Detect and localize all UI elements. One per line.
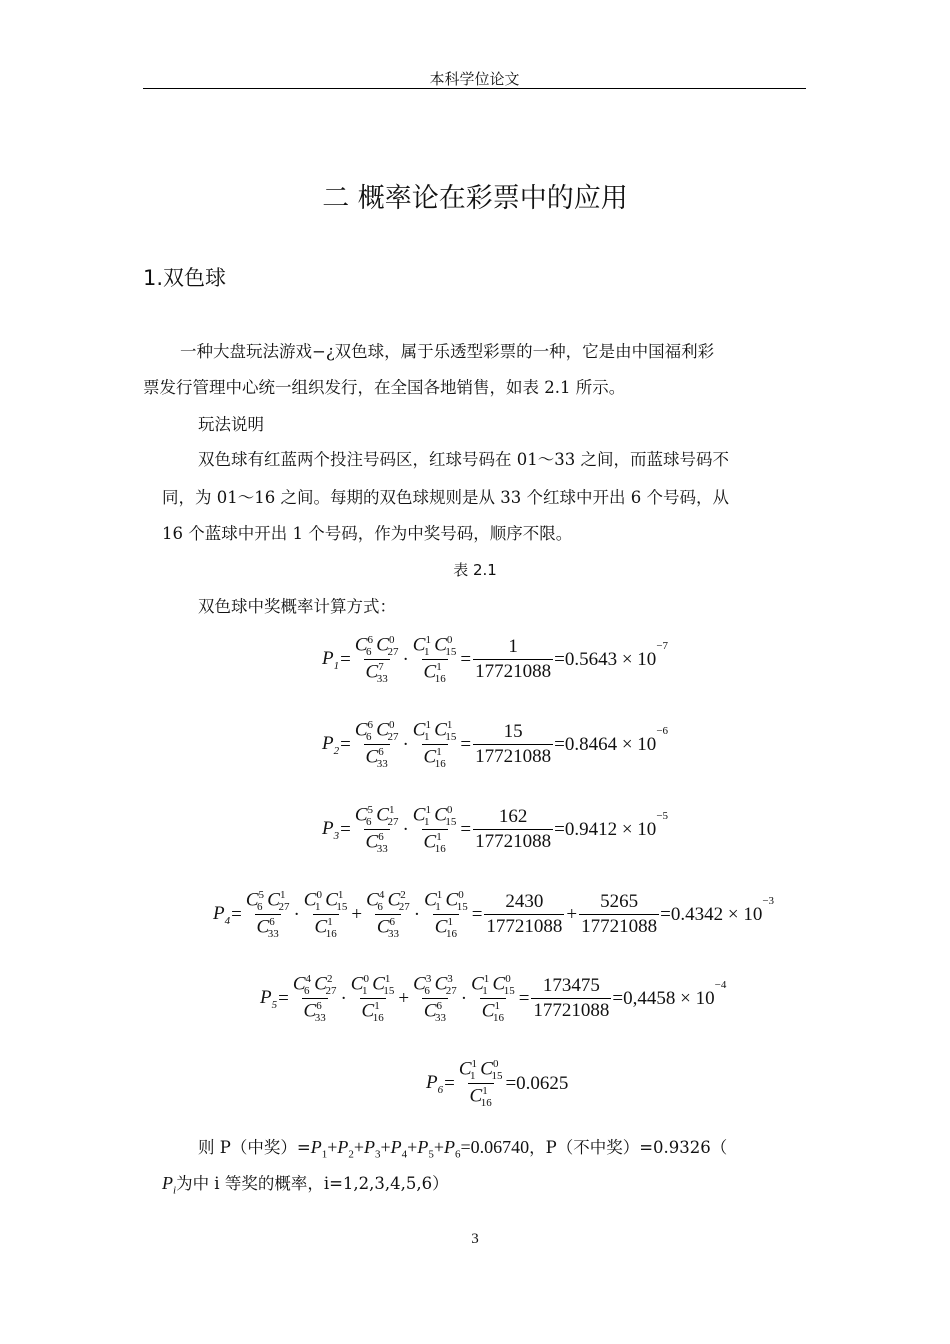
equation-p3: $P_3$ = $\frac{C^5_6 C^1_{27}}{C^6_{33}}$ · $\frac{C^1_1 C^0_{15}}{C^1_{16}}$ = $\frac{162}{17721088}$ =0.9412 × 10 $^{-5}$ — [322, 804, 669, 856]
p3-result: =0.9412 × 10 — [554, 818, 657, 840]
p5-denominator: 17721088 — [533, 1000, 610, 1022]
p6-result: =0.0625 — [505, 1072, 569, 1094]
equation-p6: $P_6$ = $\frac{C^1_1 C^0_{15}}{C^1_{16}}$ =0.0625 — [426, 1058, 569, 1110]
p6-label: $P_6$ — [426, 1071, 444, 1096]
rules-line-3: 16 个蓝球中开出 1 个号码，作为中奖号码，顺序不限。 — [162, 524, 573, 543]
intro-line-1: 一种大盘玩法游戏−¿双色球，属于乐透型彩票的一种，它是由中国福利彩 — [180, 342, 715, 361]
calc-heading: 双色球中奖概率计算方式： — [198, 597, 396, 616]
summary-suffix: ，P（不中奖）=0.9326（ — [529, 1138, 728, 1157]
summary-sum: $P_1+P_2+P_3+P_4+P_5+P_6=0.06740$ — [310, 1137, 530, 1161]
summary-prefix: 则 P（中奖）= — [198, 1138, 311, 1157]
p2-exponent: −6 — [656, 725, 669, 737]
p3-label: $P_3$ — [322, 817, 340, 842]
equation-p1: $P_1$ = $\frac{C^6_6 C^0_{27}}{C^7_{33}}$ · $\frac{C^1_1 C^0_{15}}{C^1_{16}}$ = $\frac{1}{17721088}$ =0.5643 × 10 $^{-7}$ — [322, 634, 669, 686]
summary-line-1 — [198, 1134, 727, 1161]
p4-denominator-2: 17721088 — [581, 916, 658, 938]
p3-numerator: 162 — [498, 806, 528, 828]
section-title: 1.双色球 — [143, 266, 227, 290]
p1-result: =0.5643 × 10 — [554, 648, 657, 670]
p2-numerator: 15 — [503, 721, 523, 743]
chapter-title: 二 概率论在彩票中的应用 — [322, 183, 628, 214]
summary-line-2-text: 为中 i 等奖的概率，i=1,2,3,4,5,6） — [176, 1174, 449, 1193]
running-header: 本科学位论文 — [429, 70, 520, 88]
p3-denominator: 17721088 — [475, 831, 552, 853]
rules-heading: 玩法说明 — [198, 415, 264, 434]
equation-p5: $P_5$ = $\frac{C^4_6 C^2_{27}}{C^6_{33}}$ · $\frac{C^0_1 C^1_{15}}{C^1_{16}}$ + $\frac{C^3_6 C^3_{27}}{C^6_{33}}$ · $\frac{C^1_1 C^0_{15}}{C^1_{16}}$ = $\frac{173475}{17721088}$ =0,4458 × 10 $^{-4}$ — [260, 973, 727, 1025]
p1-numerator: 1 — [508, 636, 518, 658]
p2-denominator: 17721088 — [475, 746, 552, 768]
summary-line-2 — [162, 1170, 449, 1197]
p5-result: =0,4458 × 10 — [612, 987, 715, 1009]
p5-exponent: −4 — [714, 979, 727, 991]
p5-label: $P_5$ — [260, 986, 278, 1011]
p1-denominator: 17721088 — [475, 661, 552, 683]
rules-line-2: 同，为 01～16 之间。每期的双色球规则是从 33 个红球中开出 6 个号码，从 — [162, 488, 729, 507]
equation-p2: $P_2$ = $\frac{C^6_6 C^0_{27}}{C^6_{33}}$ · $\frac{C^1_1 C^1_{15}}{C^1_{16}}$ = $\frac{15}{17721088}$ =0.8464 × 10 $^{-6}$ — [322, 719, 669, 771]
page-number: 3 — [471, 1231, 479, 1247]
intro-line-2: 票发行管理中心统一组织发行，在全国各地销售，如表 2.1 所示。 — [143, 378, 626, 397]
table-caption: 表 2.1 — [453, 561, 497, 579]
p1-label: $P_1$ — [322, 647, 340, 672]
header-rule — [143, 88, 806, 89]
equation-p4: $P_4$ = $\frac{C^5_6 C^1_{27}}{C^6_{33}}$ · $\frac{C^0_1 C^1_{15}}{C^1_{16}}$ + $\frac{C^4_6 C^2_{27}}{C^6_{33}}$ · $\frac{C^1_1 C^0_{15}}{C^1_{16}}$ = $\frac{2430}{17721088}$ + $\frac{5265}{17721088}$ =0.4342 × 10 $^{-3}$ — [213, 889, 775, 941]
p4-label: $P_4$ — [213, 902, 231, 927]
p4-numerator-1: 2430 — [505, 891, 544, 913]
p5-numerator: 173475 — [542, 975, 600, 997]
pi-symbol: $P_i$ — [162, 1173, 177, 1197]
p1-exponent: −7 — [656, 640, 669, 652]
p4-result: =0.4342 × 10 — [660, 903, 763, 925]
p4-exponent: −3 — [762, 895, 775, 907]
p2-result: =0.8464 × 10 — [554, 733, 657, 755]
rules-line-1: 双色球有红蓝两个投注号码区，红球号码在 01～33 之间，而蓝球号码不 — [198, 450, 729, 469]
p3-exponent: −5 — [656, 810, 669, 822]
p4-numerator-2: 5265 — [600, 891, 639, 913]
p2-label: $P_2$ — [322, 732, 340, 757]
p4-denominator-1: 17721088 — [486, 916, 563, 938]
